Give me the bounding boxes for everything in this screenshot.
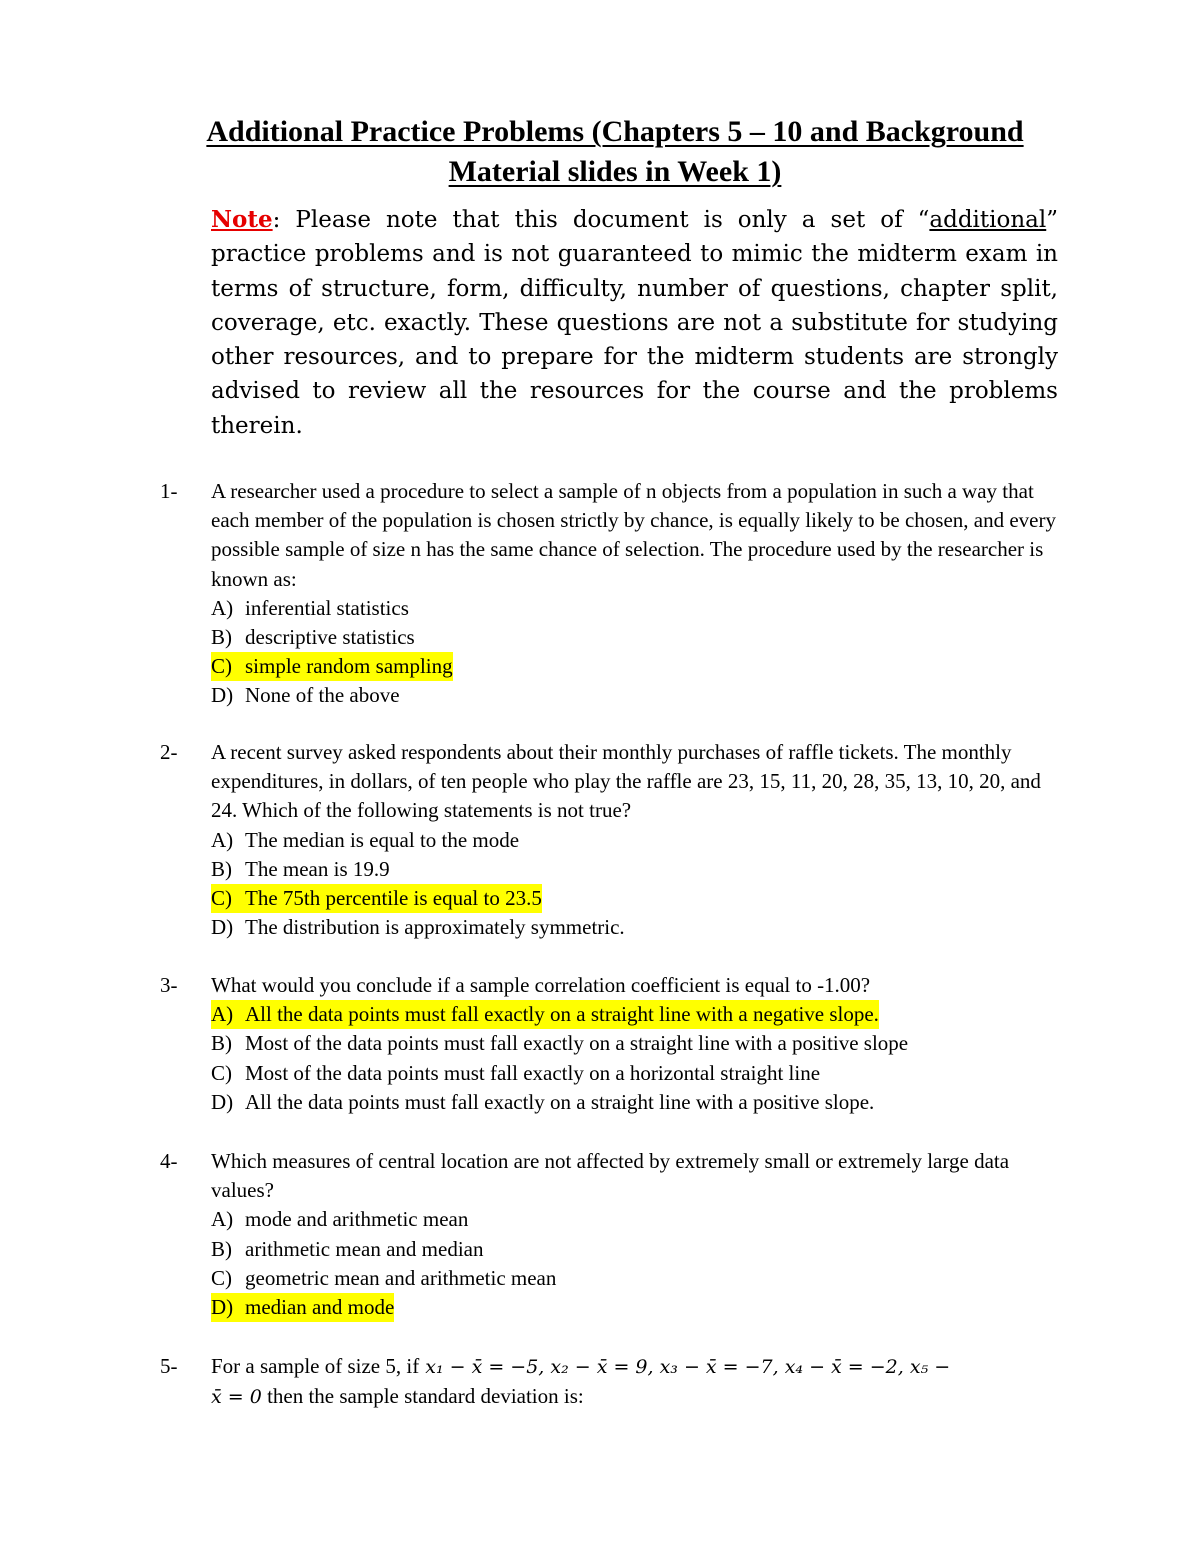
option-text: geometric mean and arithmetic mean [245, 1265, 557, 1290]
question-4 [160, 1147, 1060, 1322]
option-letter: C) [211, 884, 245, 913]
question-text: Which measures of central location are not affected by extremely small or extremely large data values? [211, 1149, 1010, 1203]
question-number: 2- [160, 740, 178, 764]
option-letter: A) [211, 595, 234, 620]
option-a [211, 826, 1060, 855]
option-c [211, 1059, 1060, 1088]
option-text: descriptive statistics [245, 625, 415, 650]
option-b [211, 1235, 1060, 1264]
option-a-highlighted [211, 1000, 1060, 1029]
math-expression-line-1: x₁ − x̄ = −5, x₂ − x̄ = 9, x₃ − x̄ = −7, x₄ − x̄ = −2, x₅ − [419, 1356, 951, 1378]
option-b [211, 1029, 1060, 1058]
option-letter: D) [211, 683, 234, 708]
question-number: 1- [160, 479, 178, 503]
option-text: Most of the data points must fall exactly on a horizontal straight line [245, 1060, 821, 1085]
question-2 [160, 738, 1060, 942]
option-letter: A) [211, 1207, 234, 1232]
option-letter: B) [211, 856, 232, 881]
option-text: Most of the data points must fall exactly on a straight line with a positive slope [245, 1031, 909, 1056]
option-text: All the data points must fall exactly on a straight line with a positive slope. [245, 1089, 875, 1114]
option-b [211, 855, 1060, 884]
title-line-1: Additional Practice Problems (Chapters 5 – 10 and Background [206, 115, 1024, 148]
question-number: 5- [160, 1354, 178, 1378]
option-text: inferential statistics [245, 595, 409, 620]
option-d [211, 1088, 1060, 1117]
question-text-suffix: then the sample standard deviation is: [261, 1384, 584, 1409]
question-5 [160, 1352, 1060, 1412]
option-text: All the data points must fall exactly on a straight line with a negative slope. [245, 1000, 879, 1029]
question-number: 3- [160, 973, 178, 997]
title-line-2: Material slides in Week 1) [448, 155, 782, 188]
option-letter: C) [211, 1265, 232, 1290]
note-paragraph [211, 203, 1058, 443]
option-text: The median is equal to the mode [245, 827, 520, 852]
option-d [211, 681, 1060, 710]
option-letter: A) [211, 827, 234, 852]
option-letter: D) [211, 1293, 245, 1322]
option-letter: C) [211, 1060, 232, 1085]
option-letter: A) [211, 1000, 245, 1029]
option-a [211, 1205, 1060, 1234]
option-text: The 75th percentile is equal to 23.5 [245, 884, 542, 913]
option-text: simple random sampling [245, 652, 453, 681]
math-expression-line-2: x̄ = 0 [211, 1386, 262, 1409]
question-text-prefix: For a sample of size 5, if [211, 1354, 420, 1378]
question-text: A researcher used a procedure to select a sample of n objects from a population in such a way that each member of the population is chosen strictly by chance, is equally likely to be chosen, and every possible sample of size n has the same chance of selection. The procedure used by the researcher is known as: [211, 479, 1056, 591]
question-text [211, 1352, 1060, 1412]
option-c-highlighted [211, 652, 1060, 681]
option-letter: D) [211, 915, 234, 940]
option-letter: B) [211, 1236, 232, 1261]
page-title [150, 112, 1080, 192]
option-c [211, 1264, 1060, 1293]
option-b [211, 623, 1060, 652]
question-text: A recent survey asked respondents about their monthly purchases of raffle tickets. The monthly expenditures, in dollars, of ten people who play the raffle are 23, 15, 11, 20, 28, 35, 13, 10, 20, and 24. Which of the following statements is not true? [211, 740, 1041, 823]
option-letter: C) [211, 652, 245, 681]
option-text: None of the above [245, 683, 400, 708]
option-text: mode and arithmetic mean [245, 1207, 469, 1232]
note-text-after: ” practice problems and is not guaranteed to mimic the midterm exam in terms of structure, form, difficulty, number of questions, chapter split, coverage, etc. exactly. These questions are not a substitute for studying other resources, and to prepare for the midterm students are strongly advised to review all the resources for the course and the problems therein. [211, 207, 1058, 439]
option-letter: B) [211, 625, 232, 650]
option-text: The mean is 19.9 [245, 856, 390, 881]
option-letter: B) [211, 1031, 232, 1056]
question-number: 4- [160, 1149, 178, 1173]
option-text: arithmetic mean and median [245, 1236, 484, 1261]
question-3 [160, 971, 1060, 1117]
option-c-highlighted [211, 884, 1060, 913]
note-underlined-word: additional [929, 207, 1047, 233]
note-label: Note [211, 206, 273, 233]
option-text: median and mode [245, 1293, 394, 1322]
option-a [211, 594, 1060, 623]
option-d [211, 913, 1060, 942]
question-1 [160, 477, 1060, 711]
note-text-before: : Please note that this document is only a set of “ [272, 207, 930, 233]
option-text: The distribution is approximately symmetric. [245, 915, 625, 940]
option-letter: D) [211, 1089, 234, 1114]
option-d-highlighted [211, 1293, 1060, 1322]
question-text: What would you conclude if a sample correlation coefficient is equal to -1.00? [211, 973, 871, 997]
